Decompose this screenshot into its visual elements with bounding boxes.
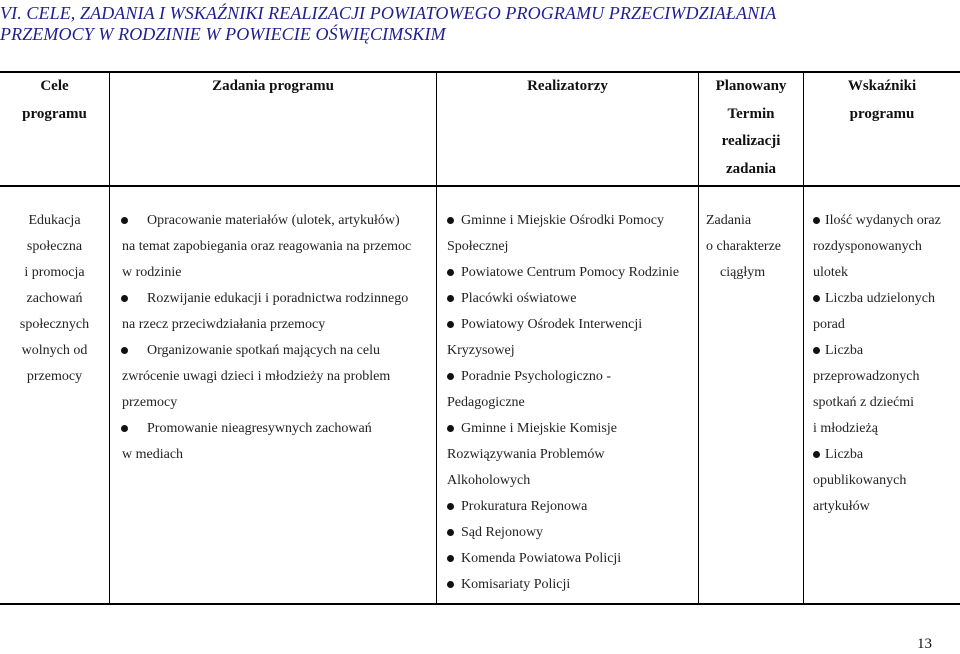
header-text: programu <box>22 105 87 122</box>
termin-line: Zadania <box>706 213 752 228</box>
bullet-icon <box>813 347 820 354</box>
list-item-text: opublikowanych <box>813 473 907 488</box>
document-title <box>0 3 960 45</box>
header-text: realizacji <box>721 133 781 149</box>
list-item <box>447 208 695 260</box>
list-item-text: artykułów <box>813 499 870 514</box>
list-item-text: przeprowadzonych <box>813 369 920 384</box>
header-zadania <box>110 73 436 101</box>
title-line-1: VI. CELE, ZADANIA I WSKAŹNIKI REALIZACJI POWIATOWEGO PROGRAMU PRZECIWDZIAŁANIA <box>0 3 777 23</box>
list-item <box>122 286 430 338</box>
bullet-icon <box>121 347 128 354</box>
list-item <box>447 572 695 598</box>
list-item <box>813 208 960 286</box>
bullet-icon <box>447 269 454 276</box>
cele-line: społecznych <box>19 317 90 332</box>
bullet-icon <box>447 425 454 432</box>
bullet-icon <box>813 451 820 458</box>
cele-line: przemocy <box>26 369 83 384</box>
list-item-text: Organizowanie spotkań mających na celu <box>147 343 380 358</box>
header-termin <box>699 73 803 183</box>
header-cele <box>0 73 109 128</box>
list-item-text: porad <box>813 317 845 332</box>
cele-line: społeczna <box>26 239 83 254</box>
list-item-text: na rzecz przeciwdziałania przemocy <box>122 317 326 332</box>
list-item <box>447 260 695 286</box>
list-item-text: zwrócenie uwagi dzieci i młodzieży na problem <box>122 369 391 384</box>
bullet-icon <box>121 217 128 224</box>
header-text: Planowany <box>715 78 787 94</box>
bullet-icon <box>447 581 454 588</box>
bullet-icon <box>447 217 454 224</box>
cell-wskazniki <box>813 208 960 520</box>
header-text: Wskaźniki <box>847 78 917 94</box>
termin-line: ciągłym <box>720 265 766 280</box>
list-item <box>122 416 430 468</box>
list-item-text: spotkań z dziećmi <box>813 395 915 410</box>
bullet-icon <box>447 555 454 562</box>
termin-line: o charakterze <box>706 239 781 254</box>
list-item <box>122 208 430 286</box>
list-item-text: Komenda Powiatowa Policji <box>461 551 622 566</box>
header-wskazniki <box>804 73 960 128</box>
list-item-text: Rozwiązywania Problemów <box>447 447 605 462</box>
list-item-text: Liczba <box>825 343 864 358</box>
table-header-divider <box>0 185 960 187</box>
list-item-text: Sąd Rejonowy <box>461 525 544 540</box>
cell-cele <box>0 208 109 390</box>
bullet-icon <box>121 295 128 302</box>
cell-realizatorzy <box>447 208 695 598</box>
cele-line: zachowań <box>26 291 83 306</box>
header-text: programu <box>849 105 915 122</box>
list-item <box>122 338 430 416</box>
list-item <box>447 286 695 312</box>
list-item-text: Placówki oświatowe <box>461 291 577 306</box>
bullet-icon <box>447 295 454 302</box>
cele-line: Edukacja <box>28 213 81 228</box>
cell-termin <box>706 208 802 286</box>
bullet-icon <box>447 373 454 380</box>
list-item-text: w mediach <box>122 447 184 462</box>
header-text: Cele <box>40 78 69 94</box>
header-text: Termin <box>727 105 775 122</box>
list-item <box>447 312 695 364</box>
list-item-text: na temat zapobiegania oraz reagowania na przemoc <box>122 239 412 254</box>
list-item <box>447 416 695 494</box>
list-item <box>447 546 695 572</box>
bullet-icon <box>447 529 454 536</box>
bullet-icon <box>121 425 128 432</box>
header-realizatorzy <box>437 73 698 101</box>
list-item-text: Promowanie nieagresywnych zachowań <box>147 421 372 436</box>
page-number: 13 <box>917 636 932 652</box>
list-item-text: Ilość wydanych oraz <box>825 213 941 228</box>
header-text: zadania <box>725 160 776 177</box>
list-item <box>447 520 695 546</box>
list-item-text: Prokuratura Rejonowa <box>461 499 588 514</box>
list-item-text: przemocy <box>122 395 178 410</box>
list-item-text: Rozwijanie edukacji i poradnictwa rodzinnego <box>147 291 409 306</box>
list-item-text: Liczba udzielonych <box>825 291 936 306</box>
list-item-text: i młodzieżą <box>813 421 878 436</box>
cele-line: wolnych od <box>21 343 88 358</box>
list-item-text: Komisariaty Policji <box>461 577 571 592</box>
list-item-text: Gminne i Miejskie Komisje <box>461 421 617 436</box>
column-divider-2 <box>436 71 437 604</box>
bullet-icon <box>447 503 454 510</box>
list-item-text: ulotek <box>813 265 848 280</box>
bullet-icon <box>813 217 820 224</box>
list-item-text: Poradnie Psychologiczno - <box>461 369 612 384</box>
cell-zadania <box>122 208 430 468</box>
header-text: Realizatorzy <box>527 78 608 94</box>
cele-line: i promocja <box>24 265 85 280</box>
column-divider-4 <box>803 71 804 604</box>
list-item <box>813 442 960 520</box>
list-item <box>813 286 960 338</box>
list-item-text: w rodzinie <box>122 265 182 280</box>
list-item-text: Pedagogiczne <box>447 395 525 410</box>
bullet-icon <box>813 295 820 302</box>
list-item <box>447 494 695 520</box>
list-item-text: Liczba <box>825 447 864 462</box>
list-item-text: rozdysponowanych <box>813 239 922 254</box>
table-border-bottom <box>0 603 960 605</box>
list-item-text: Alkoholowych <box>447 473 531 488</box>
list-item-text: Kryzysowej <box>447 343 515 358</box>
bullet-icon <box>447 321 454 328</box>
list-item-text: Gminne i Miejskie Ośrodki Pomocy <box>461 213 664 228</box>
list-item-text: Opracowanie materiałów (ulotek, artykułów) <box>147 213 400 228</box>
list-item-text: Powiatowy Ośrodek Interwencji <box>461 317 643 332</box>
list-item <box>813 338 960 442</box>
header-text: Zadania programu <box>212 78 334 94</box>
list-item-text: Społecznej <box>447 239 509 254</box>
list-item <box>447 364 695 416</box>
list-item-text: Powiatowe Centrum Pomocy Rodzinie <box>461 265 680 280</box>
column-divider-1 <box>109 71 110 604</box>
title-line-2: PRZEMOCY W RODZINIE W POWIECIE OŚWIĘCIMSKIM <box>0 24 446 44</box>
